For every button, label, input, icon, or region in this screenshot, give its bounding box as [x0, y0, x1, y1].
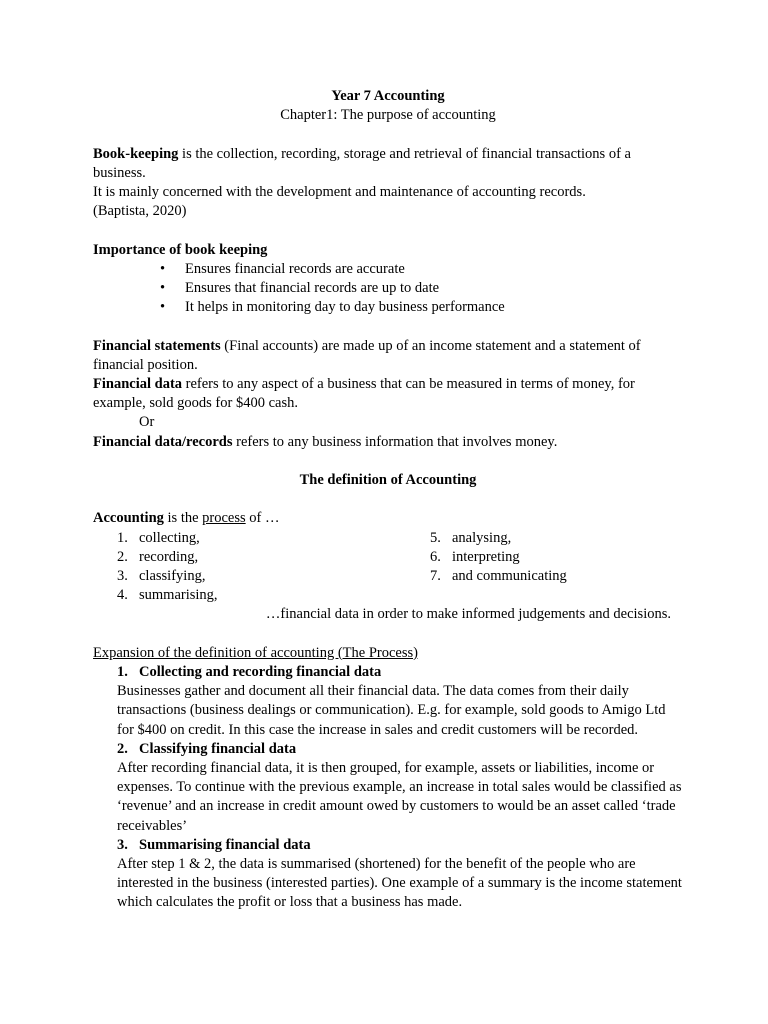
process-section-body: Businesses gather and document all their financial data. The data comes from their daily transactions (business dealings or communication). E.g. for example, sold goods to Amigo Ltd for $400 on credit. In this case the increase in sales and credit customers will be recorded. — [117, 683, 666, 738]
list-item: • It helps in monitoring day to day business performance — [160, 298, 683, 317]
expansion-heading: Expansion of the definition of accounting (The Process) — [93, 644, 418, 661]
document-subtitle: Chapter1: The purpose of accounting — [280, 107, 496, 124]
financial-data-definition: Financial data refers to any aspect of a business that can be measured in terms of money, for example, sold goods for $400 cash. — [93, 376, 635, 412]
process-word: process — [202, 510, 246, 527]
document-title: Year 7 Accounting — [331, 88, 445, 104]
bookkeeping-definition: Book-keeping is the collection, recording, storage and retrieval of financial transactions of a business. — [93, 145, 631, 181]
bookkeeping-term: Book-keeping — [93, 145, 179, 162]
list-item: • Ensures financial records are accurate — [160, 260, 683, 279]
bookkeeping-line2: It is mainly concerned with the development and maintenance of accounting records. — [93, 184, 586, 200]
list-item: 6. interpreting — [430, 548, 520, 565]
accounting-definition-intro: Accounting is the process of … — [93, 510, 280, 527]
definition-tail: …financial data in order to make informed judgements and decisions. — [265, 606, 671, 623]
process-section-body: After step 1 & 2, the data is summarised (shortened) for the benefit of the people who are interested in the business (interested parties). One example of a summary is the income statement which calculates the profit or loss that a business has made. — [117, 856, 682, 911]
steps-column-left — [117, 529, 218, 606]
importance-list — [93, 260, 683, 318]
importance-heading: Importance of book keeping — [93, 241, 268, 258]
process-section-1 — [93, 663, 683, 740]
list-item: • Ensures that financial records are up to date — [160, 279, 683, 298]
process-section-2 — [93, 740, 683, 836]
list-item: 4. summarising, — [117, 587, 218, 604]
list-item: 5. analysing, — [430, 529, 512, 546]
list-item: 3. classifying, — [117, 568, 206, 584]
process-section-title: 1. Collecting and recording financial data — [117, 663, 382, 680]
financial-statements-definition: Financial statements (Final accounts) are made up of an income statement and a statement of financial position. — [93, 337, 641, 373]
process-section-title: 2. Classifying financial data — [117, 740, 297, 757]
accounting-steps-list — [93, 529, 683, 606]
definition-heading: The definition of Accounting — [299, 472, 477, 488]
list-item: 2. recording, — [117, 548, 199, 565]
or-separator: Or — [139, 414, 155, 431]
list-item: 7. and communicating — [430, 568, 567, 584]
process-section-title: 3. Summarising financial data — [117, 836, 311, 853]
process-section-body: After recording financial data, it is then grouped, for example, assets or liabilities, income or expenses. To continue with the previous example, an increase in total sales would be classified as ‘revenue’ and an increase in credit amount owed by customers to would be an asset called ‘trade receivables’ — [117, 760, 682, 834]
document-body — [93, 87, 683, 913]
bookkeeping-citation: (Baptista, 2020) — [93, 203, 187, 220]
list-item: 1. collecting, — [117, 529, 200, 546]
steps-column-right — [430, 529, 567, 587]
process-section-3 — [93, 836, 683, 913]
financial-records-definition: Financial data/records refers to any business information that involves money. — [93, 433, 558, 450]
